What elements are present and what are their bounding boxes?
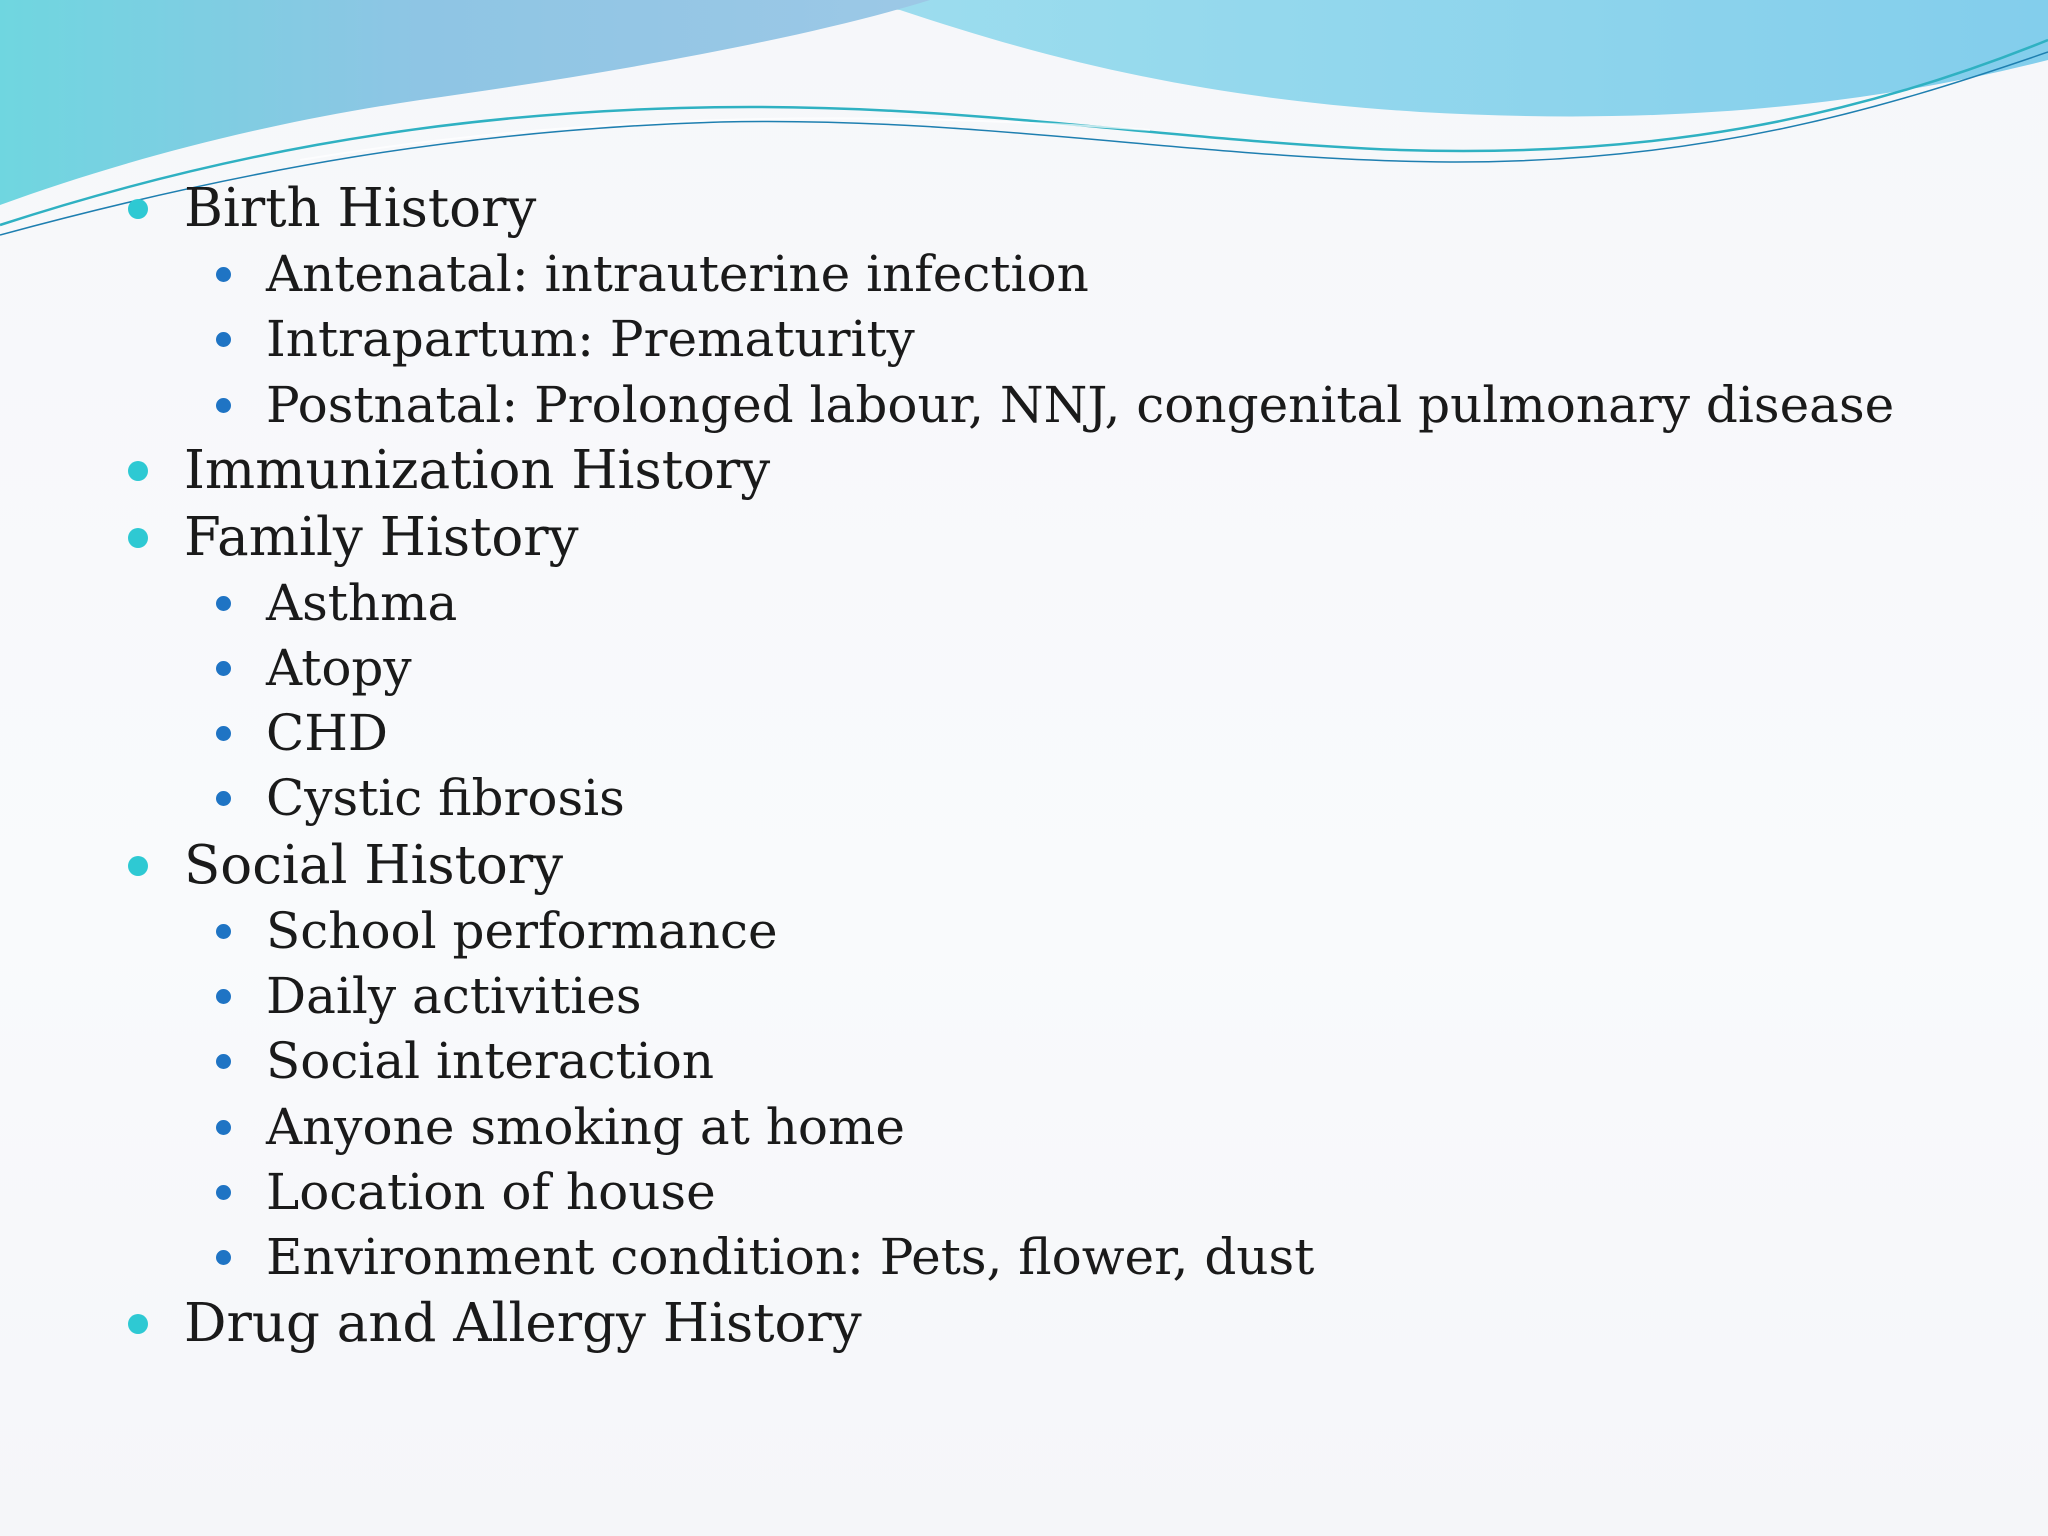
bullet-dot-icon xyxy=(216,661,231,676)
list-item-text: Social interaction xyxy=(266,1032,715,1090)
list-item-text: School performance xyxy=(266,902,778,960)
list-item-text: Family History xyxy=(184,507,579,568)
bullet-dot-icon xyxy=(128,199,148,219)
list-item-text: CHD xyxy=(266,704,388,762)
list-item xyxy=(266,636,412,700)
list-item-text: Postnatal: Prolonged labour, NNJ, congenital pulmonary disease xyxy=(266,376,1895,434)
list-item xyxy=(266,1225,1314,1289)
bullet-dot-icon xyxy=(216,1054,231,1069)
bullet-dot-icon xyxy=(128,461,148,481)
bullet-dot-icon xyxy=(216,1250,231,1265)
list-item xyxy=(184,1291,862,1357)
bullet-dot-icon xyxy=(128,528,148,548)
bullet-dot-icon xyxy=(216,791,231,806)
bullet-dot-icon xyxy=(216,332,231,347)
bullet-dot-icon xyxy=(128,856,148,876)
list-item xyxy=(266,242,1089,306)
list-item xyxy=(266,766,625,830)
bullet-dot-icon xyxy=(216,398,231,413)
bullet-dot-icon xyxy=(216,1185,231,1200)
list-item xyxy=(266,571,457,635)
list-item-text: Drug and Allergy History xyxy=(184,1293,862,1354)
list-item-text: Anyone smoking at home xyxy=(266,1098,906,1156)
list-item-text: Environment condition: Pets, flower, dust xyxy=(266,1228,1315,1286)
list-item-text: Immunization History xyxy=(184,440,771,501)
list-item-text: Atopy xyxy=(266,639,412,697)
list-item-text: Intrapartum: Prematurity xyxy=(266,310,915,368)
list-item xyxy=(266,1160,716,1224)
list-item xyxy=(266,1095,905,1159)
bullet-dot-icon xyxy=(216,726,231,741)
bullet-dot-icon xyxy=(216,267,231,282)
bullet-dot-icon xyxy=(216,924,231,939)
list-item xyxy=(184,176,536,242)
list-item xyxy=(266,701,388,765)
list-item-text: Daily activities xyxy=(266,967,642,1025)
list-item-text: Cystic fibrosis xyxy=(266,769,625,827)
bullet-dot-icon xyxy=(216,1120,231,1135)
bullet-dot-icon xyxy=(216,596,231,611)
list-item xyxy=(184,505,579,571)
list-item-text: Social History xyxy=(184,835,564,896)
list-item-text: Asthma xyxy=(266,574,458,632)
list-item xyxy=(184,833,563,899)
list-item xyxy=(266,1029,714,1093)
list-item-text: Location of house xyxy=(266,1163,716,1221)
bullet-dot-icon xyxy=(216,989,231,1004)
list-item-text: Antenatal: intrauterine infection xyxy=(266,245,1089,303)
list-item xyxy=(184,438,770,504)
list-item-text: Birth History xyxy=(184,178,537,239)
list-item xyxy=(266,899,778,963)
list-item xyxy=(266,373,1894,437)
list-item xyxy=(266,964,642,1028)
bullet-dot-icon xyxy=(128,1314,148,1334)
list-item xyxy=(266,307,915,371)
